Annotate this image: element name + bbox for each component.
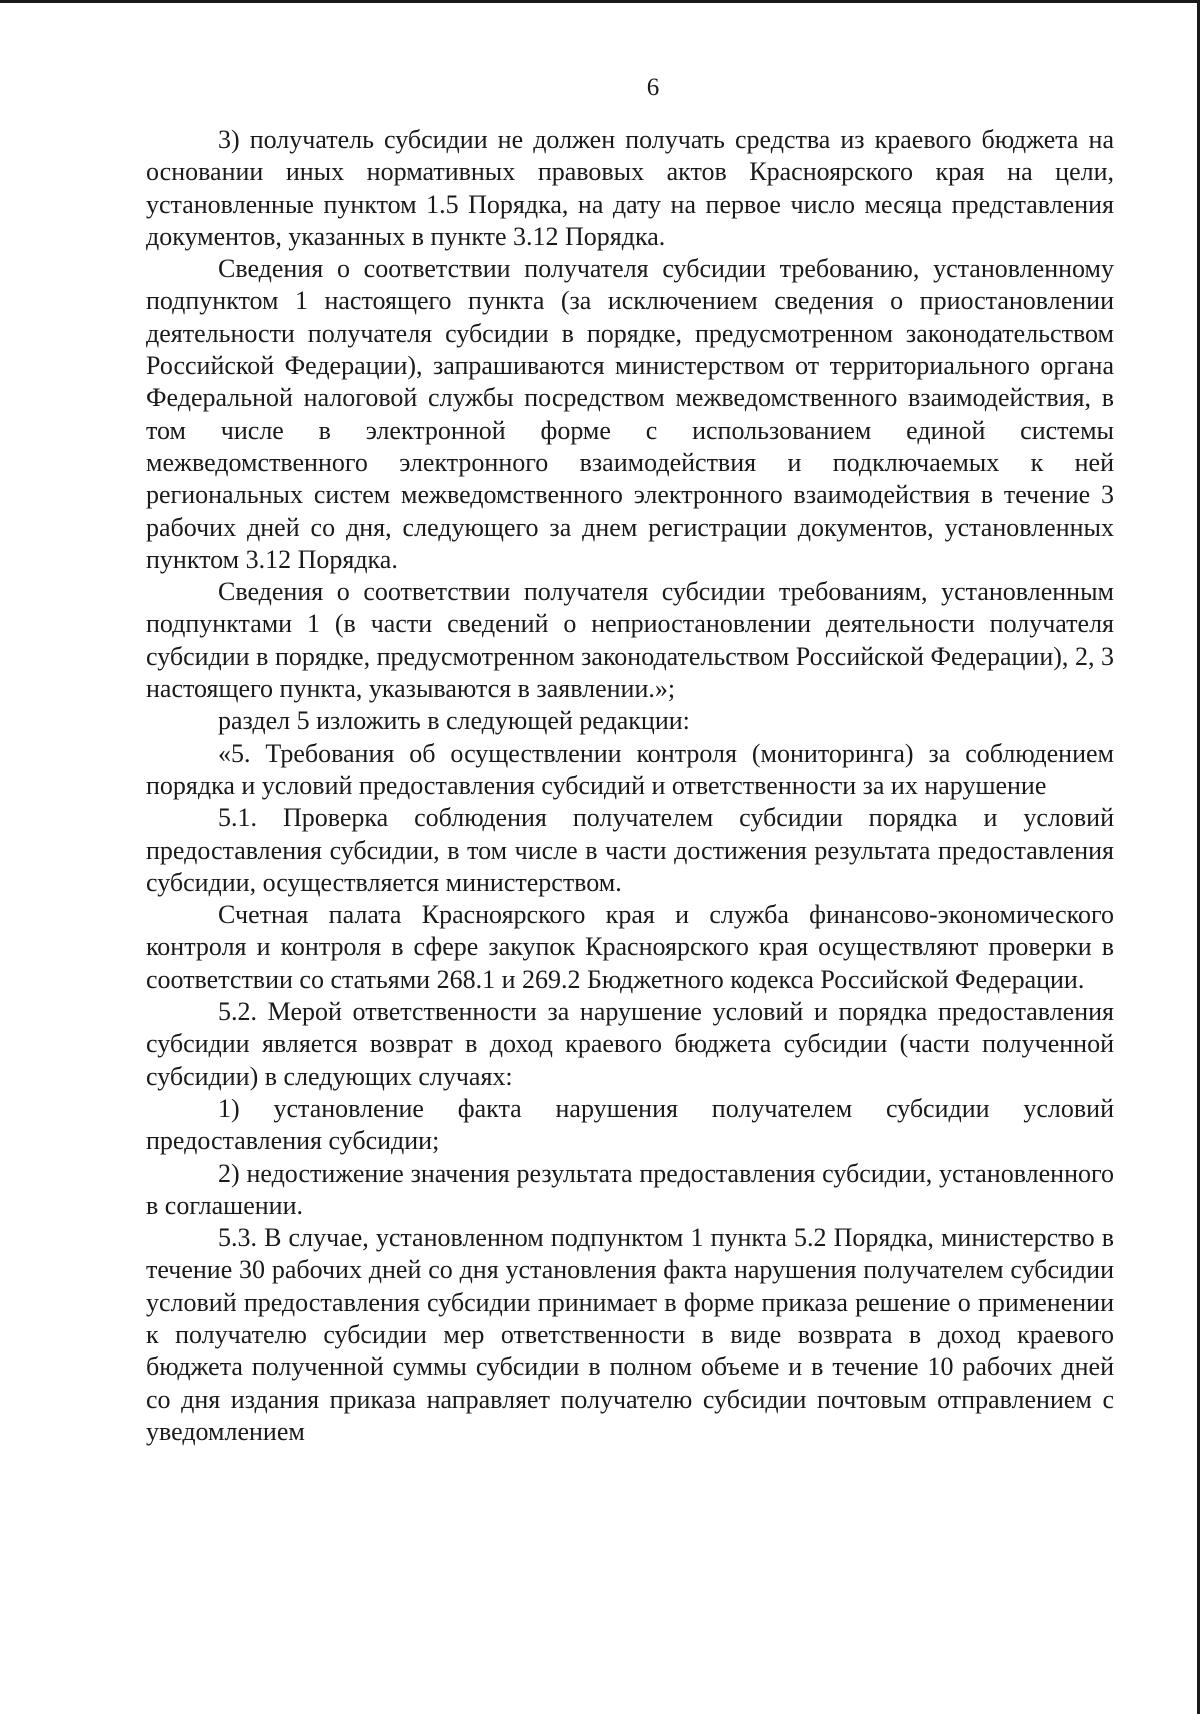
paragraph-section-5-intro: раздел 5 изложить в следующей редакции: bbox=[218, 706, 690, 736]
paragraph-5-2: 5.2. Мерой ответственности за нарушение условий и порядка предоставления субсидии является возврат в доход краевого бюджета субсидии (части полученной субсидии) в следующих случаях: bbox=[146, 997, 1114, 1091]
paragraph-5-1: 5.1. Проверка соблюдения получателем субсидии порядка и условий предоставления субсидии, в том числе в части достижения результата предоставления субсидии, осуществляется министерством. bbox=[146, 803, 1114, 897]
paragraph-5-2-case-2: 2) недостижение значения результата предоставления субсидии, установленного в соглашении. bbox=[146, 1158, 1114, 1220]
paragraph-5-3: 5.3. В случае, установленном подпунктом 1 пункта 5.2 Порядка, министерство в течение 30 рабочих дней со дня установления факта нарушения получателем субсидии условий предоставления субсидии принимает в форме приказа решение о применении к получателю субсидии мер ответственности в виде возврата в доход краевого бюджета полученной суммы субсидии в полном объеме и в течение 10 рабочих дней со дня издания приказа направляет получателю субсидии почтовым отправлением с уведомлением bbox=[146, 1223, 1114, 1446]
section-5-heading: «5. Требования об осуществлении контроля (мониторинга) за соблюдением порядка и условий предоставления субсидий и ответственности за их нарушение bbox=[146, 738, 1114, 800]
paragraph-5-2-case-1: 1) установление факта нарушения получателем субсидии условий предоставления субсидии; bbox=[146, 1093, 1114, 1156]
paragraph-info-requirements: Сведения о соответствии получателя субсидии требованиям, установленным подпунктами 1 (в части сведений о неприостановлении деятельности получателя субсидии в порядке, предусмотренном законодательством Российской Федерации), 2, 3 настоящего пункта, указываются в заявлении.»; bbox=[146, 577, 1114, 704]
paragraph-info-requirement: Сведения о соответствии получателя субсидии требованию, установленному подпунктом 1 настоящего пункта (за исключением сведения о приостановлении деятельности получателя субсидии в порядке, предусмотренном законодательством Российской Федерации), запрашиваются министерством от территориального органа Федеральной налоговой службы посредством межведомственного взаимодействия, в том числе в электронной форме с использованием единой системы межведомственного электронного взаимодействия и подключаемых к ней региональных систем межведомственного электронного взаимодействия в течение 3 рабочих дней со дня, следующего за днем регистрации документов, установленных пунктом 3.12 Порядка. bbox=[146, 254, 1114, 574]
page-number: 6 bbox=[646, 74, 660, 101]
paragraph-audit-chamber: Счетная палата Красноярского края и служба финансово-экономического контроля и контроля в сфере закупок Красноярского края осуществляют проверки в соответствии со статьями 268.1 и 269.2 Бюджетного кодекса Российской Федерации. bbox=[146, 900, 1114, 994]
scan-border-top bbox=[0, 0, 1200, 3]
paragraph-subitem-3: 3) получатель субсидии не должен получать средства из краевого бюджета на основании иных нормативных правовых актов Красноярского края на цели, установленные пунктом 1.5 Порядка, на дату на первое число месяца представления документов, указанных в пункте 3.12 Порядка. bbox=[146, 125, 1114, 251]
document-page bbox=[146, 68, 1114, 1448]
